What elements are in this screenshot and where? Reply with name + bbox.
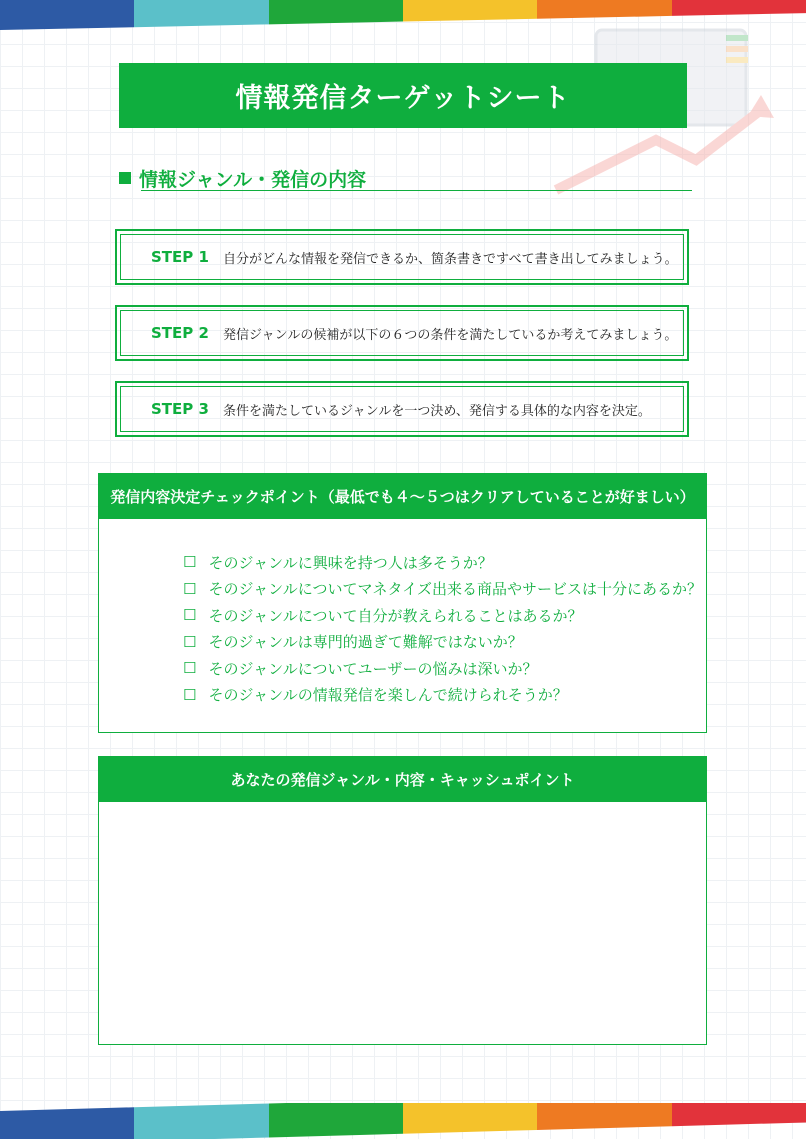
checklist-item-text: そのジャンルの情報発信を楽しんで続けられそうか？ [208,686,568,705]
checkbox[interactable]: ☐ [183,553,197,572]
checklist-item-text: そのジャンルについてユーザーの悩みは深いか？ [208,659,538,678]
stripe-segment [269,1103,403,1137]
checkbox[interactable]: ☐ [183,632,197,651]
answer-panel [98,756,707,1045]
stripe-segment [269,0,403,24]
stripe-segment [672,0,806,16]
bullet-square-icon [119,172,131,184]
checkbox[interactable]: ☐ [183,659,197,678]
stripe-segment [134,1103,268,1139]
stripe-segment [0,1107,134,1139]
checkbox[interactable]: ☐ [183,606,197,625]
section-heading-label: 情報ジャンル・発信の内容 [139,168,367,191]
answer-title: あなたの発信ジャンル・内容・キャッシュポイント [99,757,706,802]
bottom-color-stripe [0,1103,806,1139]
checklist-item [183,629,706,656]
stripe-segment [537,0,671,19]
section-heading [119,165,692,191]
stripe-segment [0,0,134,30]
checkbox[interactable]: ☐ [183,579,197,598]
checkpoint-list [99,519,706,708]
step-1-text: 自分がどんな情報を発信できるか、箇条書きですべて書き出してみましょう。 [222,251,678,267]
page-title: 情報発信ターゲットシート [119,63,687,128]
section-underline [141,190,692,191]
step-3-text: 条件を満たしているジャンルを一つ決め、発信する具体的な内容を決定。 [222,403,651,419]
checklist-item [183,602,706,629]
checkbox[interactable]: ☐ [183,685,197,704]
stripe-segment [672,1103,806,1126]
checklist-item-text: そのジャンルは専門的過ぎて難解ではないか？ [208,633,523,652]
checklist-item-text: そのジャンルについてマネタイズ出来る商品やサービスは十分にあるか？ [208,580,703,599]
checklist-item-text: そのジャンルに興味を持つ人は多そうか？ [208,553,493,572]
checklist-item [183,682,706,709]
step-3-box [115,381,689,437]
step-2-box [115,305,689,361]
step-1-box [115,229,689,285]
checklist-item-text: そのジャンルについて自分が教えられることはあるか？ [208,606,583,625]
step-1-label: STEP 1 [151,248,209,266]
stripe-segment [134,0,268,27]
stripe-segment [537,1103,671,1130]
step-3-label: STEP 3 [151,400,209,418]
checklist-item [183,549,706,576]
checkpoint-title: 発信内容決定チェックポイント（最低でも４～５つはクリアしていることが好ましい） [99,474,706,519]
answer-writing-area[interactable] [99,802,706,1045]
checklist-item [183,655,706,682]
checkpoint-panel [98,473,707,733]
checklist-item [183,576,706,603]
step-2-label: STEP 2 [151,324,209,342]
stripe-segment [403,0,537,22]
step-2-text: 発信ジャンルの候補が以下の６つの条件を満たしているか考えてみましょう。 [222,327,678,343]
stripe-segment [403,1103,537,1134]
